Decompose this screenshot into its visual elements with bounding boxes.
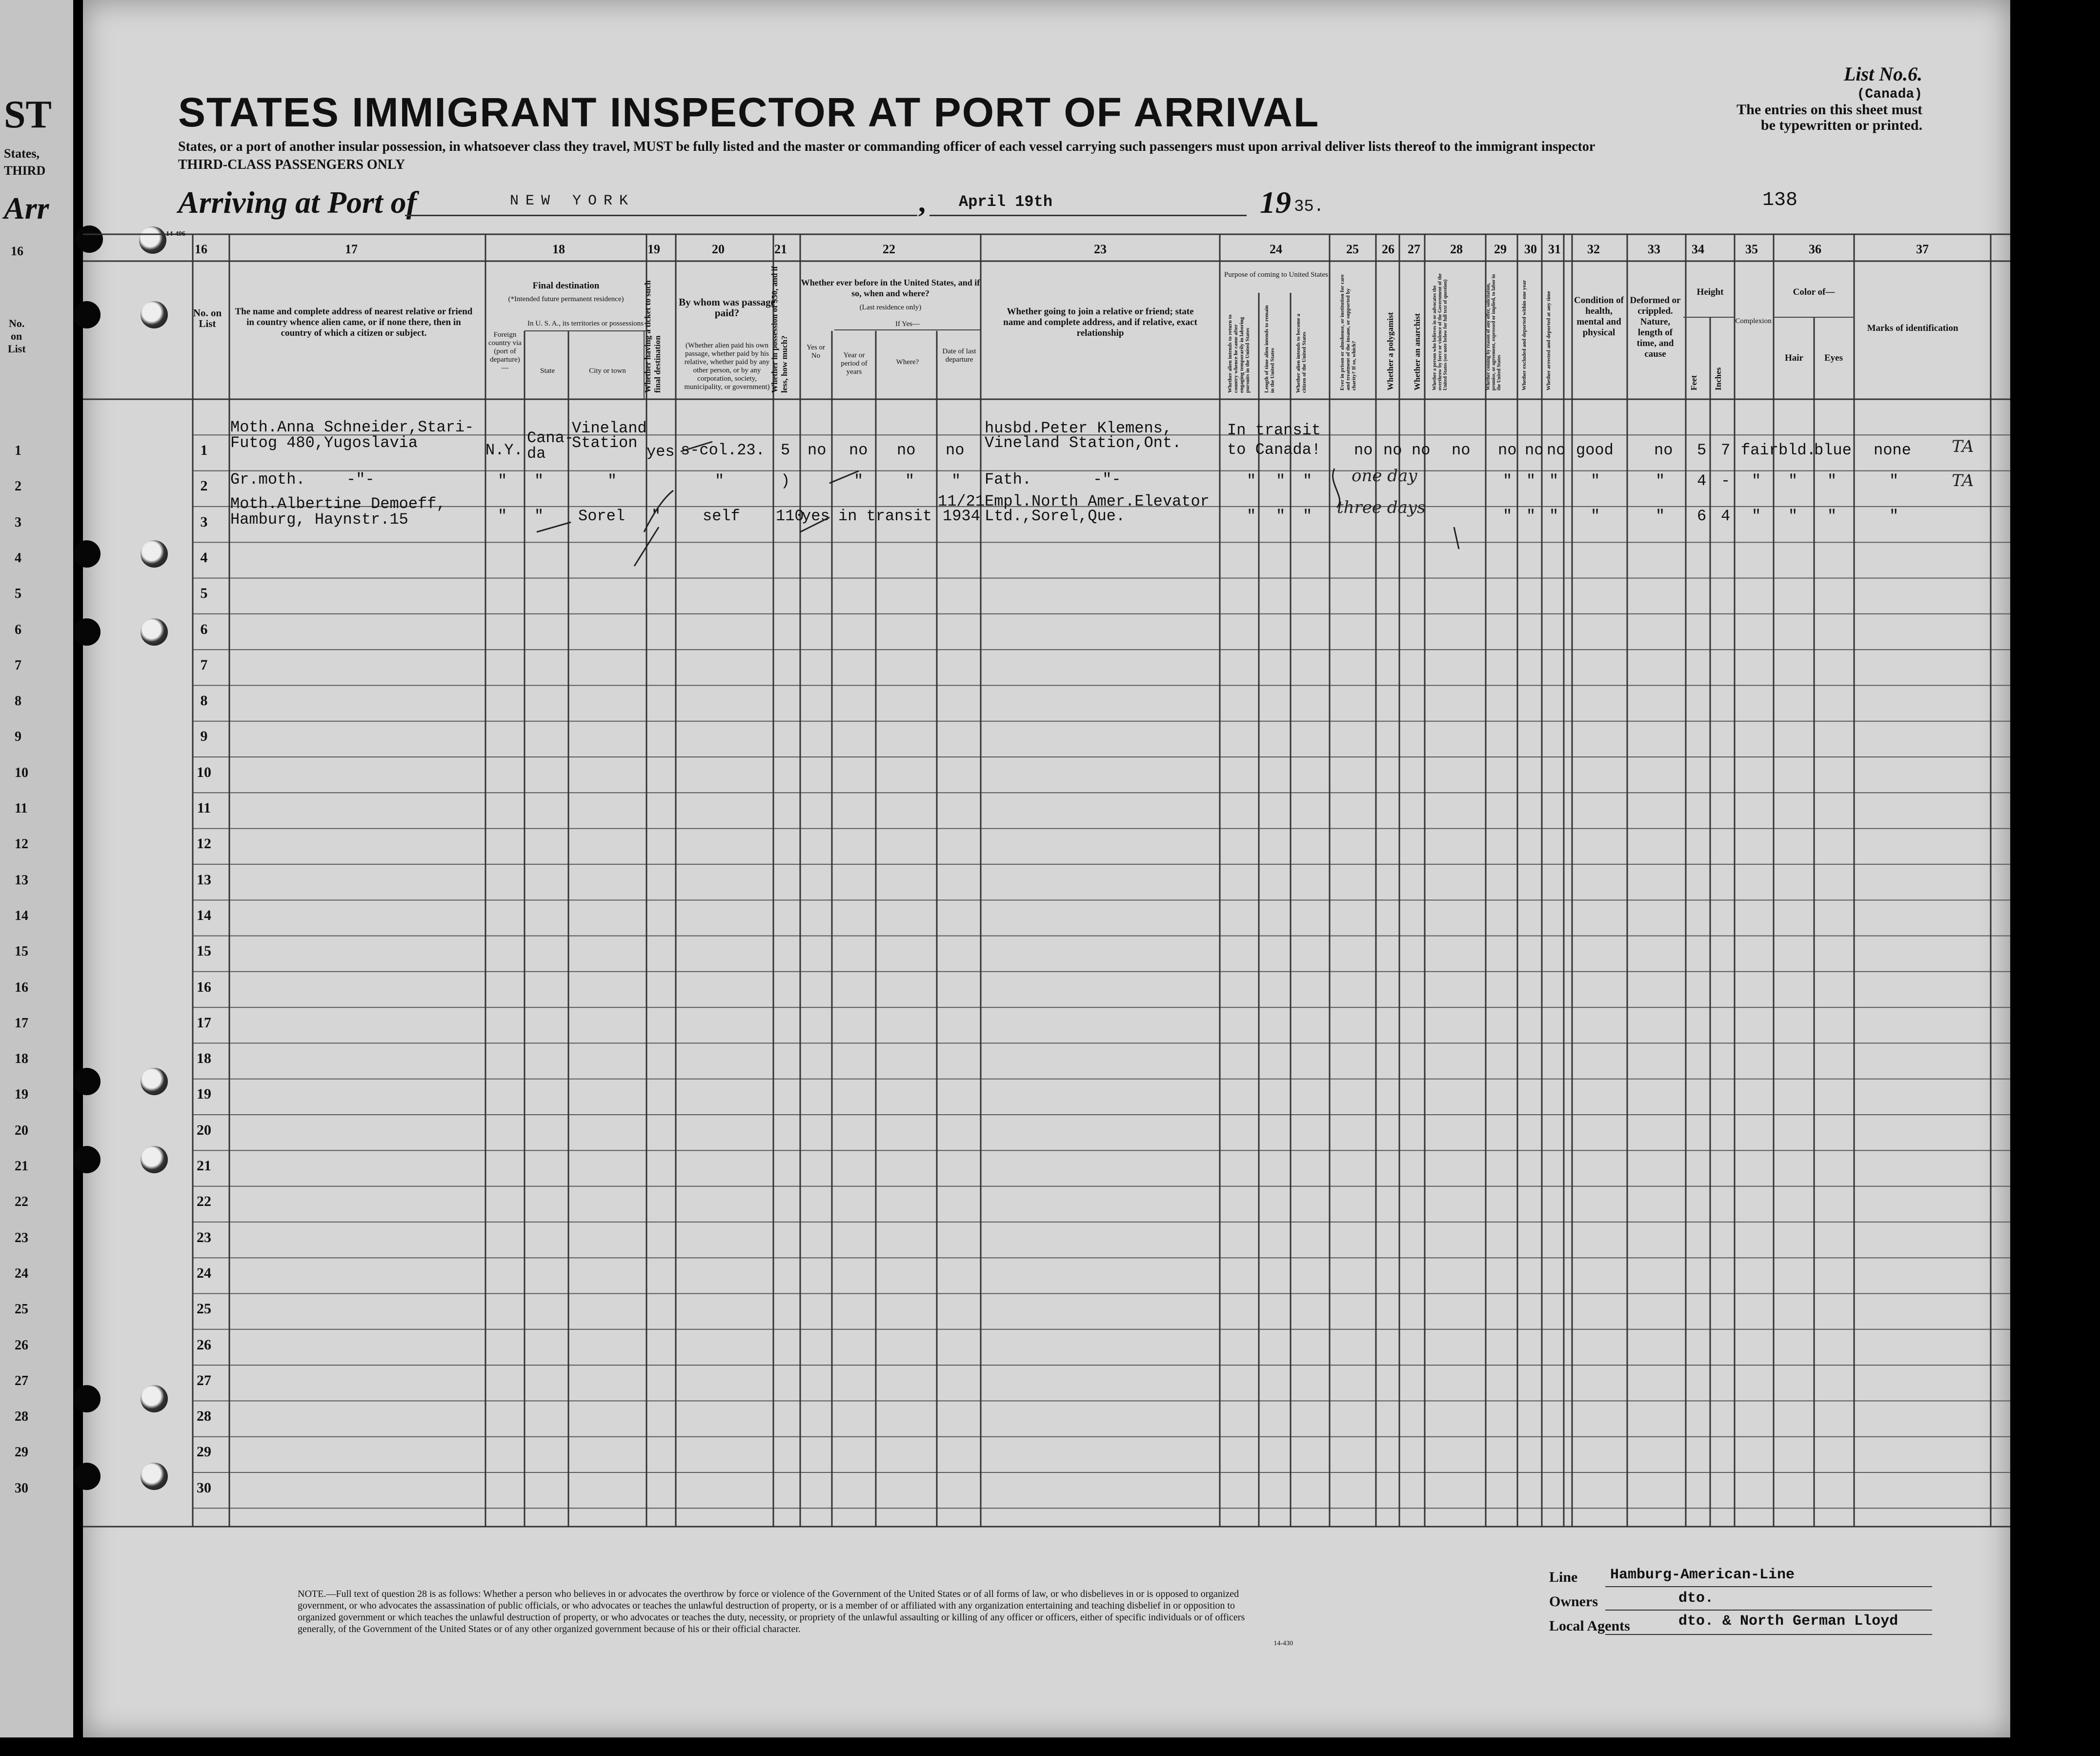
row1-purpose: In transit	[1227, 421, 1321, 439]
strip-row-number: 19	[15, 1087, 28, 1103]
strip-row-number: 26	[15, 1337, 28, 1353]
row1-deformed: no	[1654, 441, 1673, 459]
row3-other: "	[1526, 507, 1536, 525]
row3-purpose: "	[1276, 507, 1286, 525]
row2-relative-ditto: -"-	[346, 470, 375, 489]
strip-row-number: 6	[15, 622, 21, 637]
row1-inches: 7	[1721, 441, 1731, 459]
row3-marks: "	[1889, 507, 1899, 525]
row1-health: good	[1576, 441, 1614, 459]
column-number: 21	[774, 242, 787, 256]
row2-deformed: "	[1656, 472, 1665, 490]
row1-purpose: to Canada!	[1227, 441, 1321, 459]
list-instruction: The entries on this sheet must	[1737, 102, 1922, 118]
strip-row-number: 4	[15, 550, 21, 566]
header-color: Color of—	[1793, 287, 1835, 297]
header-last-residence: (Last residence only)	[859, 304, 922, 311]
footnote	[298, 1588, 1293, 1647]
row1-offer: no	[1498, 441, 1517, 459]
form-number: 14-430	[1273, 1640, 1293, 1647]
line-underline	[1605, 1586, 1932, 1587]
row-number: 30	[197, 1479, 211, 1496]
row1-overthrow: no	[1452, 441, 1471, 459]
row3-hair: "	[1788, 507, 1798, 525]
row2-state: "	[534, 472, 544, 490]
column-number: 34	[1692, 242, 1704, 256]
row1-city: Vineland	[572, 419, 647, 437]
strip-row-number: 2	[15, 479, 21, 494]
header-inches: Inches	[1714, 367, 1723, 390]
row3-stay-handwritten: three days	[1337, 498, 1426, 517]
column-number: 23	[1094, 242, 1107, 256]
row-number: 23	[197, 1229, 211, 1246]
row3-foreign: "	[498, 507, 507, 525]
header-purpose: Purpose of coming to United States	[1224, 271, 1328, 279]
row2-other: "	[1503, 472, 1513, 490]
row1-before: no	[808, 441, 827, 459]
row2-relative: Gr.moth.	[230, 470, 305, 489]
row-number: 28	[197, 1408, 211, 1425]
row3-purpose: "	[1303, 507, 1312, 525]
row-number: 5	[200, 585, 208, 602]
column-number: 33	[1648, 242, 1660, 256]
header-purpose-a: Whether alien intends to return to country whence he came after engaging temporarily in laboring pursuits in the United States	[1227, 314, 1251, 393]
row2-complexion: "	[1752, 472, 1761, 490]
header-yes-no: Yes or No	[806, 344, 826, 360]
strip-row-number: 18	[15, 1051, 28, 1067]
header-purpose-c: Whether alien intends to become a citizen of the United States	[1295, 313, 1307, 393]
row1-excluded: no	[1525, 441, 1544, 459]
header-complexion: Complexion	[1735, 317, 1772, 325]
year-suffix: 35.	[1294, 198, 1324, 216]
row2-hair: "	[1788, 472, 1798, 490]
line-value: Hamburg-American-Line	[1610, 1567, 1795, 1583]
row1-ticket: yes	[646, 443, 675, 461]
owners-value: dto.	[1678, 1590, 1714, 1607]
row-number: 24	[197, 1265, 211, 1281]
column-number: 16	[195, 242, 207, 256]
header-feet: Feet	[1689, 375, 1698, 390]
strip-fragment: 16	[11, 244, 23, 258]
strip-row-number: 16	[15, 980, 28, 995]
passenger-class: THIRD-CLASS PASSENGERS ONLY	[178, 157, 405, 172]
row3-join: Empl.North Amer.Elevator	[985, 492, 1210, 510]
row3-city: Sorel	[578, 507, 626, 525]
column-number: 20	[712, 242, 725, 256]
header-no-on-list: No. on List	[193, 307, 222, 329]
row1-hair: bld.	[1778, 441, 1816, 459]
header-where: Where?	[896, 358, 919, 366]
column-number: 31	[1548, 242, 1561, 256]
row1-where: no	[897, 441, 916, 459]
strip-row-number: 25	[15, 1302, 28, 1317]
row3-feet: 6	[1697, 507, 1707, 525]
column-number: 35	[1745, 242, 1758, 256]
row-number: 15	[197, 943, 211, 960]
row3-eyes: "	[1827, 507, 1837, 525]
row2-year: "	[854, 472, 864, 490]
row-number: 4	[200, 549, 208, 566]
strip-row-number: 13	[15, 872, 28, 888]
row-number: 13	[197, 871, 211, 888]
column-number: 29	[1494, 242, 1507, 256]
header-prison: Ever in prison or almshouse, or institution for care and treatment of the insane, or supported by charity? If so, which?	[1339, 274, 1357, 390]
header-marks: Marks of identification	[1867, 323, 1959, 333]
strip-row-number: 23	[15, 1230, 28, 1246]
strip-row-number: 10	[15, 765, 28, 780]
header-polygamist: Whether a polygamist	[1386, 312, 1395, 390]
row-number: 22	[197, 1193, 211, 1210]
row2-other: "	[1549, 472, 1559, 490]
row1-feet: 5	[1697, 441, 1707, 459]
owners-label: Owners	[1549, 1593, 1598, 1610]
row-number: 29	[197, 1444, 211, 1460]
header-height: Height	[1696, 287, 1724, 297]
row2-feet: 4	[1697, 472, 1707, 490]
list-number: List No.6.	[1843, 63, 1922, 85]
row1-year: no	[849, 441, 868, 459]
agents-underline	[1605, 1634, 1932, 1635]
row1-departure: no	[946, 441, 965, 459]
column-number: 27	[1408, 242, 1420, 256]
row-number: 2	[200, 478, 208, 494]
row1-join: husbd.Peter Klemens,	[985, 419, 1172, 437]
agents-label: Local Agents	[1549, 1618, 1630, 1634]
column-number: 32	[1587, 242, 1600, 256]
row-number: 27	[197, 1372, 211, 1388]
strip-row-number: 27	[15, 1373, 28, 1388]
header-before-in-us: Whether ever before in the United States, and if so, when and where?	[801, 278, 980, 298]
column-number: 28	[1450, 242, 1463, 256]
strip-row-number: 28	[15, 1409, 28, 1425]
row-number: 17	[197, 1014, 211, 1031]
column-number: 26	[1382, 242, 1394, 256]
header-state: State	[540, 367, 555, 375]
column-number: 14-496	[166, 230, 185, 238]
row-number: 12	[197, 836, 211, 852]
row3-other: "	[1549, 507, 1559, 525]
column-number: 36	[1809, 242, 1821, 256]
header-usa: In U. S. A., its territories or possessions	[527, 320, 644, 327]
strip-fragment: THIRD	[4, 163, 46, 178]
page-subtitle: States, or a port of another insular possession, in whatsoever class they travel, MUST be fully listed and the master or commanding officer of each vessel carrying such passengers must upon arrival deliver lists thereof to the immigrant inspector	[178, 139, 1595, 154]
owners-underline	[1605, 1610, 1932, 1611]
row1-margin-mark: TA	[1952, 437, 1974, 456]
row1-money: 5	[781, 441, 790, 459]
strip-row-number: 8	[15, 694, 21, 709]
row-number: 20	[197, 1122, 211, 1138]
footnote-text: NOTE.—Full text of question 28 is as follows: Whether a person who believes in or advocates the overthrow by force or violence of the Government of the United States or of all forms of law, or who disbelieves in or is opposed to organized government, or who advocates the assassination of public officials, or who advocates or teaches the unlawful destruction of property, or is a member of or affiliated with any organization entertaining and teaching disbelief in or opposition to organized government or which teaches the unlawful destruction of property, or who advocates or teaches the duty, necessity, or propriety of the unlawful assaulting or killing of any officer or officers, either of specific individuals or of officers generally, of the Government of the United States or of any other organized government because of his or their official character.	[298, 1589, 1245, 1634]
row-number: 1	[200, 442, 208, 458]
header-excluded: Whether excluded and deported within one year	[1521, 280, 1527, 390]
row2-city: "	[607, 472, 617, 490]
strip-row-number: 7	[15, 657, 21, 673]
header-money: Whether in possession of $50, and if less, how much?	[770, 266, 789, 393]
row3-money: 110	[776, 507, 804, 525]
agents-value: dto. & North German Lloyd	[1678, 1613, 1898, 1630]
column-number: 24	[1270, 242, 1282, 256]
header-anarchist: Whether an anarchist	[1413, 313, 1422, 390]
row1-arrested: no	[1547, 441, 1566, 459]
header-year: Year or period of years	[841, 351, 868, 376]
strip-row-number: 3	[15, 514, 21, 530]
row3-join: Ltd.,Sorel,Que.	[985, 507, 1126, 525]
row1-join: Vineland Station,Ont.	[985, 434, 1182, 452]
date-comma: ,	[918, 186, 926, 218]
row2-purpose: "	[1247, 472, 1256, 490]
strip-fragment: States,	[4, 146, 40, 161]
header-passage-note: (Whether alien paid his own passage, whether paid by his relative, whether paid by any other person, or by any corporation, society, municipality, or government)	[684, 342, 770, 391]
row3-ticket: "	[651, 507, 661, 525]
row-number: 14	[197, 907, 211, 923]
row3-paid: self	[703, 507, 740, 525]
header-eyes: Eyes	[1824, 353, 1843, 363]
row-number: 16	[197, 979, 211, 995]
row3-inches: 4	[1721, 507, 1731, 525]
header-join-relative: Whether going to join a relative or friend; state name and complete address, and if relative, exact relationship	[1003, 306, 1197, 338]
row2-margin-mark: TA	[1952, 471, 1974, 490]
column-number: 37	[1916, 242, 1929, 256]
strip-fragment: No.	[9, 317, 25, 329]
row1-marks: none	[1874, 441, 1911, 459]
strip-row-number: 24	[15, 1266, 28, 1281]
row1-prison: no	[1354, 441, 1373, 459]
row-number: 6	[200, 621, 208, 637]
row-number: 3	[200, 513, 208, 530]
row-number: 21	[197, 1158, 211, 1174]
row1-eyes: blue	[1814, 441, 1852, 459]
row-number: 11	[197, 800, 211, 816]
row2-where: "	[905, 472, 915, 490]
sheet-number: 138	[1762, 189, 1798, 211]
row3-relative: Moth.Albertine Demoeff,	[230, 495, 446, 513]
row1-state: Cana-	[527, 429, 574, 447]
strip-fragment: Arr	[4, 191, 49, 225]
column-number: 30	[1524, 242, 1537, 256]
row2-foreign: "	[498, 472, 507, 490]
column-number: 25	[1346, 242, 1359, 256]
strip-row-number: 5	[15, 586, 21, 602]
header-foreign-country: Foreign country via (port of departure)—	[488, 331, 522, 372]
list-destination: (Canada)	[1857, 87, 1922, 102]
column-number: 17	[345, 242, 358, 256]
row1-city: Station	[572, 434, 638, 452]
column-number: 22	[883, 242, 895, 256]
row2-stay-handwritten: one day	[1352, 466, 1417, 486]
arrival-date: April 19th	[959, 193, 1053, 211]
row3-complexion: "	[1752, 507, 1761, 525]
header-health: Condition of health, mental and physical	[1574, 295, 1624, 338]
strip-row-number: 14	[15, 908, 28, 923]
port-value: NEW YORK	[510, 193, 635, 209]
line-label: Line	[1549, 1569, 1578, 1585]
row1-complexion: fair	[1741, 441, 1778, 459]
row-number: 18	[197, 1050, 211, 1067]
row3-other: "	[1503, 507, 1513, 525]
header-deformed: Deformed or crippled. Nature, length of time, and cause	[1630, 295, 1681, 359]
row1-foreign: N.Y.	[485, 441, 523, 459]
row-number: 7	[200, 656, 208, 673]
row3-departure: 11/21	[938, 492, 985, 510]
year-prefix: 19	[1260, 185, 1291, 220]
header-relative: The name and complete address of nearest relative or friend in country whence alien came, or if none there, then in country of which a citizen or subject.	[235, 306, 473, 338]
header-arrested: Whether arrested and deported at any time	[1546, 291, 1552, 390]
header-if-yes: If Yes—	[895, 320, 920, 328]
row3-before: yes	[802, 507, 830, 525]
row3-deformed: "	[1656, 507, 1665, 525]
row-number: 8	[200, 693, 208, 709]
row3-other: "	[1591, 507, 1600, 525]
row2-eyes: "	[1827, 472, 1837, 490]
header-ticket: Whether having a ticket to such final destination	[643, 280, 662, 393]
strip-fragment: on	[11, 330, 22, 342]
row2-money: )	[781, 472, 790, 490]
column-number: 19	[647, 242, 660, 256]
strip-row-number: 11	[15, 801, 28, 816]
row3-relative: Hamburg, Haynstr.15	[230, 510, 408, 529]
row2-other: "	[1526, 472, 1536, 490]
arriving-label: Arriving at Port of	[178, 185, 417, 220]
strip-row-number: 9	[15, 729, 21, 745]
strip-row-number: 15	[15, 944, 28, 960]
row3-state: "	[534, 507, 544, 525]
header-note: (*Intended future permanent residence)	[508, 295, 624, 303]
row1-state: da	[527, 445, 546, 463]
list-instruction: be typewritten or printed.	[1760, 117, 1922, 133]
row2-departure: "	[951, 472, 961, 490]
strip-row-number: 17	[15, 1015, 28, 1031]
strip-fragment: ST	[4, 93, 52, 136]
page-title: STATES IMMIGRANT INSPECTOR AT PORT OF ARRIVAL	[178, 89, 1320, 135]
header-final-destination: Final destination	[532, 281, 600, 291]
row2-paid: "	[715, 472, 725, 490]
column-number: 18	[552, 242, 565, 256]
row1-anarchist: no	[1412, 441, 1431, 459]
row1-polygamist: no	[1383, 441, 1402, 459]
row2-join: Fath.	[985, 470, 1032, 489]
header-overthrow: Whether a person who believes in or advocates the overthrow by force or violence of the Government of the United States (see note below for full text of question)	[1432, 273, 1448, 390]
row2-purpose: "	[1303, 472, 1312, 490]
row-number: 25	[197, 1301, 211, 1317]
strip-row-number: 30	[15, 1480, 28, 1496]
strip-fragment: List	[8, 343, 26, 355]
row3-departure: 1934	[943, 507, 980, 525]
row1-relative: Futog 480,Yugoslavia	[230, 434, 418, 452]
strip-row-number: 29	[15, 1445, 28, 1460]
strip-row-number: 12	[15, 837, 28, 852]
row3-purpose: "	[1247, 507, 1256, 525]
row2-purpose: "	[1276, 472, 1286, 490]
row-number: 10	[197, 764, 211, 780]
strip-row-number: 22	[15, 1194, 28, 1210]
row2-join-ditto: -"-	[1093, 470, 1121, 489]
header-hair: Hair	[1785, 353, 1803, 363]
row1-relative: Moth.Anna Schneider,Stari-	[230, 418, 474, 436]
header-offer: Whether coming by reason of any offer, solicitation, promise, or agreement, expressed or implied, to labor in the United States	[1486, 274, 1502, 390]
strip-row-number: 1	[15, 443, 21, 458]
row2-other: "	[1591, 472, 1600, 490]
row-number: 19	[197, 1086, 211, 1103]
header-city: City or town	[589, 367, 626, 375]
row-number: 9	[200, 728, 208, 745]
row2-inches: -	[1721, 472, 1731, 490]
row1-paid: s-col.23.	[681, 441, 765, 459]
row-number: 26	[197, 1336, 211, 1353]
strip-row-number: 20	[15, 1123, 28, 1138]
row2-marks: "	[1889, 472, 1899, 490]
header-purpose-b: Length of time alien intends to remain in the United States	[1264, 305, 1275, 393]
header-departure: Date of last departure	[942, 347, 976, 364]
row3-year-where: in transit	[838, 507, 932, 525]
strip-row-number: 21	[15, 1159, 28, 1174]
header-passage-paid: By whom was passage paid?	[679, 296, 775, 319]
